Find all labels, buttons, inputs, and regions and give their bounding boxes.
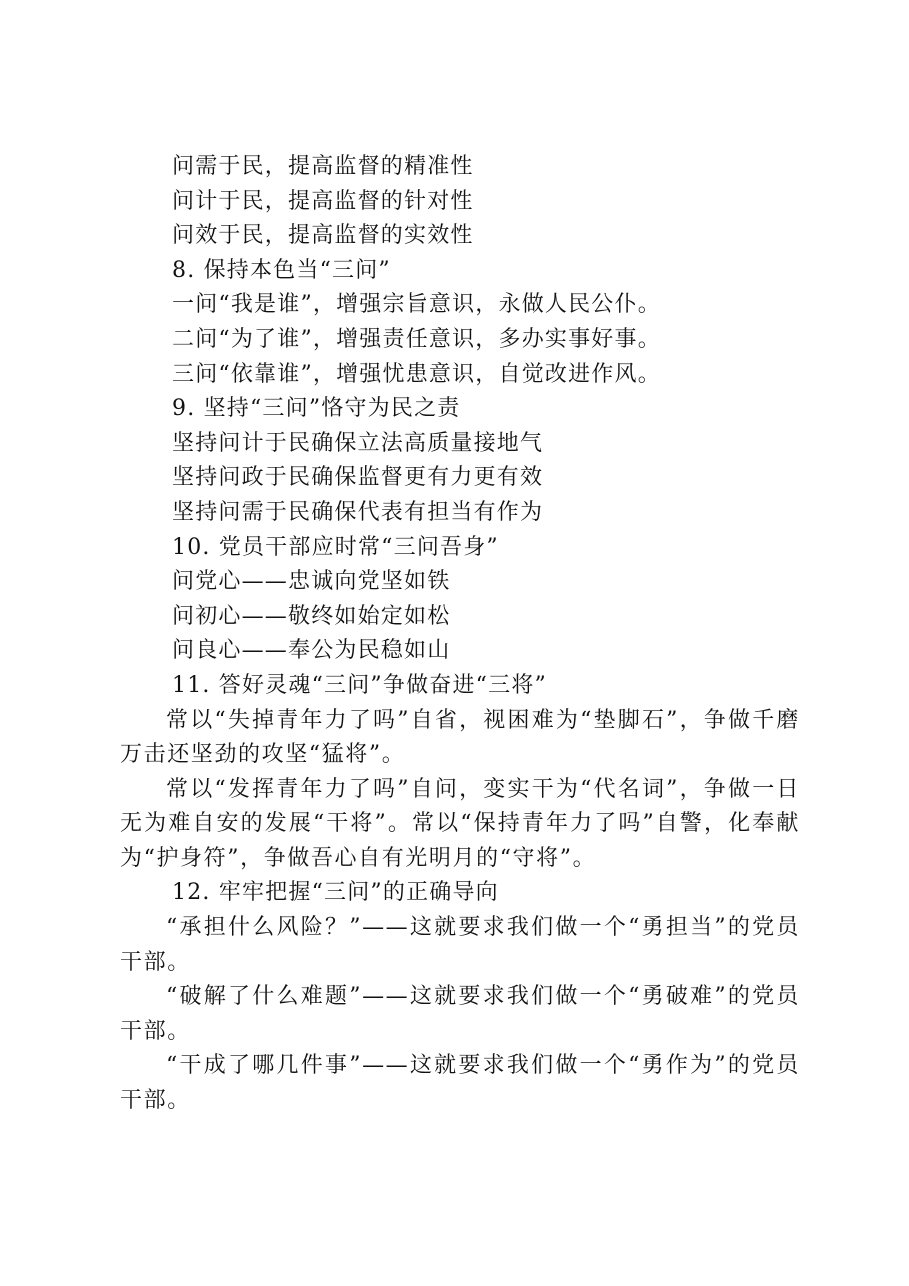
text-line: 二问“为了谁”，增强责任意识，多办实事好事。 (172, 326, 661, 352)
document-body (120, 150, 800, 1119)
section-heading-12: 12. 牢牢把握“三问”的正确导向 (172, 880, 499, 906)
text-line: 问良心——奉公为民稳如山 (172, 638, 451, 664)
text-line: 坚持问政于民确保监督更有力更有效 (172, 465, 544, 491)
text-line: 坚持问需于民确保代表有担当有作为 (172, 499, 544, 525)
text-line: 问需于民，提高监督的精准性 (172, 154, 474, 179)
text-line: 问党心——忠诚向党坚如铁 (172, 569, 451, 595)
text-line: 坚持问计于民确保立法高质量接地气 (172, 430, 544, 456)
text-line: 一问“我是谁”，增强宗旨意识，永做人民公仆。 (172, 292, 661, 318)
section-heading-10: 10. 党员干部应时常“三问吾身” (172, 534, 499, 560)
paragraph: 常以“发挥青年力了吗”自问，变实干为“代名词”，争做一日无为难自安的发展“干将”。常以“保持青年力了吗”自警，化奉献为“护身符”，争做吾心自有光明月的“守将”。 (120, 776, 800, 871)
paragraph: “干成了哪几件事”——这就要求我们做一个“勇作为”的党员干部。 (120, 1053, 800, 1114)
paragraph: “承担什么风险？”——这就要求我们做一个“勇担当”的党员干部。 (120, 915, 800, 975)
section-heading-11: 11. 答好灵魂“三问”争做奋进“三将” (172, 672, 547, 698)
section-heading-9: 9. 坚持“三问”恪守为民之责 (172, 396, 461, 422)
text-line: 三问“依靠谁”，增强忧患意识，自觉改进作风。 (172, 361, 661, 387)
paragraph: “破解了什么难题”——这就要求我们做一个“勇破难”的党员干部。 (120, 984, 800, 1044)
paragraph: 常以“失掉青年力了吗”自省，视困难为“垫脚石”，争做千磨万击还坚劲的攻坚“猛将”。 (120, 707, 800, 768)
text-line: 问计于民，提高监督的针对性 (172, 188, 474, 214)
text-line: 问初心——敬终如始定如松 (172, 603, 451, 629)
text-line: 问效于民，提高监督的实效性 (172, 223, 474, 249)
section-heading-8: 8. 保持本色当“三问” (172, 257, 391, 283)
